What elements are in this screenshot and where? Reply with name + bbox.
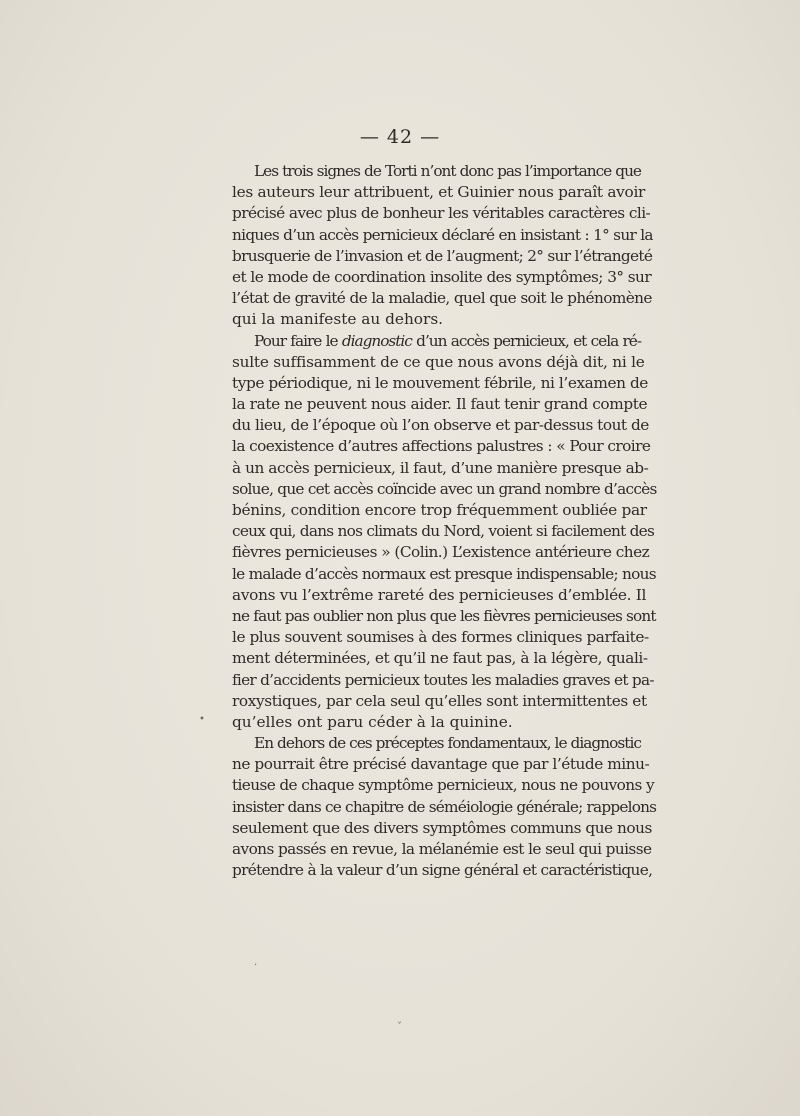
emphasized-word: diagnostic xyxy=(341,331,412,350)
paragraph-3 xyxy=(232,733,657,881)
text-line: sulte suffisamment de ce que nous avons déjà dit, ni le xyxy=(232,352,645,371)
text-line: ne faut pas oublier non plus que les fièvres pernicieuses sont xyxy=(232,606,656,625)
text-line: roxystiques, par cela seul qu’elles sont intermittentes et xyxy=(232,691,647,710)
text-line: le plus souvent soumises à des formes cliniques parfaite- xyxy=(232,628,649,647)
paper-speck: · xyxy=(254,960,258,971)
paragraph-1 xyxy=(232,161,653,331)
text-line: les auteurs leur attribuent, et Guinier nous paraît avoir xyxy=(232,183,646,202)
text-line: fier d’accidents pernicieux toutes les maladies graves et pa- xyxy=(232,670,654,689)
text-line: et le mode de coordination insolite des symptômes; 3° sur xyxy=(232,267,652,286)
text-line: solue, que cet accès coïncide avec un grand nombre d’accès xyxy=(232,479,657,498)
text-line: ne pourrait être précisé davantage que par l’étude minu- xyxy=(232,755,650,774)
text-line: Pour faire le diagnostic d’un accès pernicieux, et cela ré- xyxy=(254,331,642,350)
body-text xyxy=(232,161,657,881)
text-line: qui la manifeste au dehors. xyxy=(232,310,444,329)
text-line: insister dans ce chapitre de séméiologie générale; rappelons xyxy=(232,797,657,816)
text-line: la rate ne peuvent nous aider. Il faut tenir grand compte xyxy=(232,395,648,414)
text-line: niques d’un accès pernicieux déclaré en insistant : 1° sur la xyxy=(232,225,653,244)
text-line: qu’elles ont paru céder à la quinine. xyxy=(232,712,513,731)
text-line: avons vu l’extrême rareté des pernicieuses d’emblée. Il xyxy=(232,585,647,604)
text-line: fièvres pernicieuses » (Colin.) L’existence antérieure chez xyxy=(232,543,650,562)
text-line: bénins, condition encore trop fréquemment oubliée par xyxy=(232,501,647,519)
paragraph-2 xyxy=(232,331,657,734)
text-line: ceux qui, dans nos climats du Nord, voient si facilement des xyxy=(232,522,655,541)
text-line: Les trois signes de Torti n’ont donc pas l’importance que xyxy=(254,162,641,180)
page-number: — 42 — xyxy=(359,126,441,148)
paper-speck: • xyxy=(199,714,205,725)
text-line: du lieu, de l’époque où l’on observe et par-dessus tout de xyxy=(232,416,649,435)
text-line: à un accès pernicieux, il faut, d’une manière presque ab- xyxy=(232,458,649,477)
text-line: précisé avec plus de bonheur les véritables caractères cli- xyxy=(232,204,651,223)
text-line: le malade d’accès normaux est presque indispensable; nous xyxy=(232,564,656,583)
text-line: tieuse de chaque symptôme pernicieux, nous ne pouvons y xyxy=(232,776,654,795)
text-line: la coexistence d’autres affections palustres : « Pour croire xyxy=(232,437,651,456)
text-line: l’état de gravité de la maladie, quel que soit le phénomène xyxy=(232,289,652,308)
text-line: ment déterminées, et qu’il ne faut pas, à la légère, quali- xyxy=(232,649,648,668)
text-line: type périodique, ni le mouvement fébrile, ni l’examen de xyxy=(232,373,648,392)
text-line: seulement que des divers symptômes communs que nous xyxy=(232,818,652,837)
paper-speck: ˇ xyxy=(397,1022,402,1033)
text-line: prétendre à la valeur d’un signe général et caractéristique, xyxy=(232,861,653,880)
text-line: avons passés en revue, la mélanémie est le seul qui puisse xyxy=(232,840,652,858)
text-line: En dehors de ces préceptes fondamentaux, le diagnostic xyxy=(254,734,641,753)
text-line: brusquerie de l’invasion et de l’augment; 2° sur l’étrangeté xyxy=(232,246,653,265)
